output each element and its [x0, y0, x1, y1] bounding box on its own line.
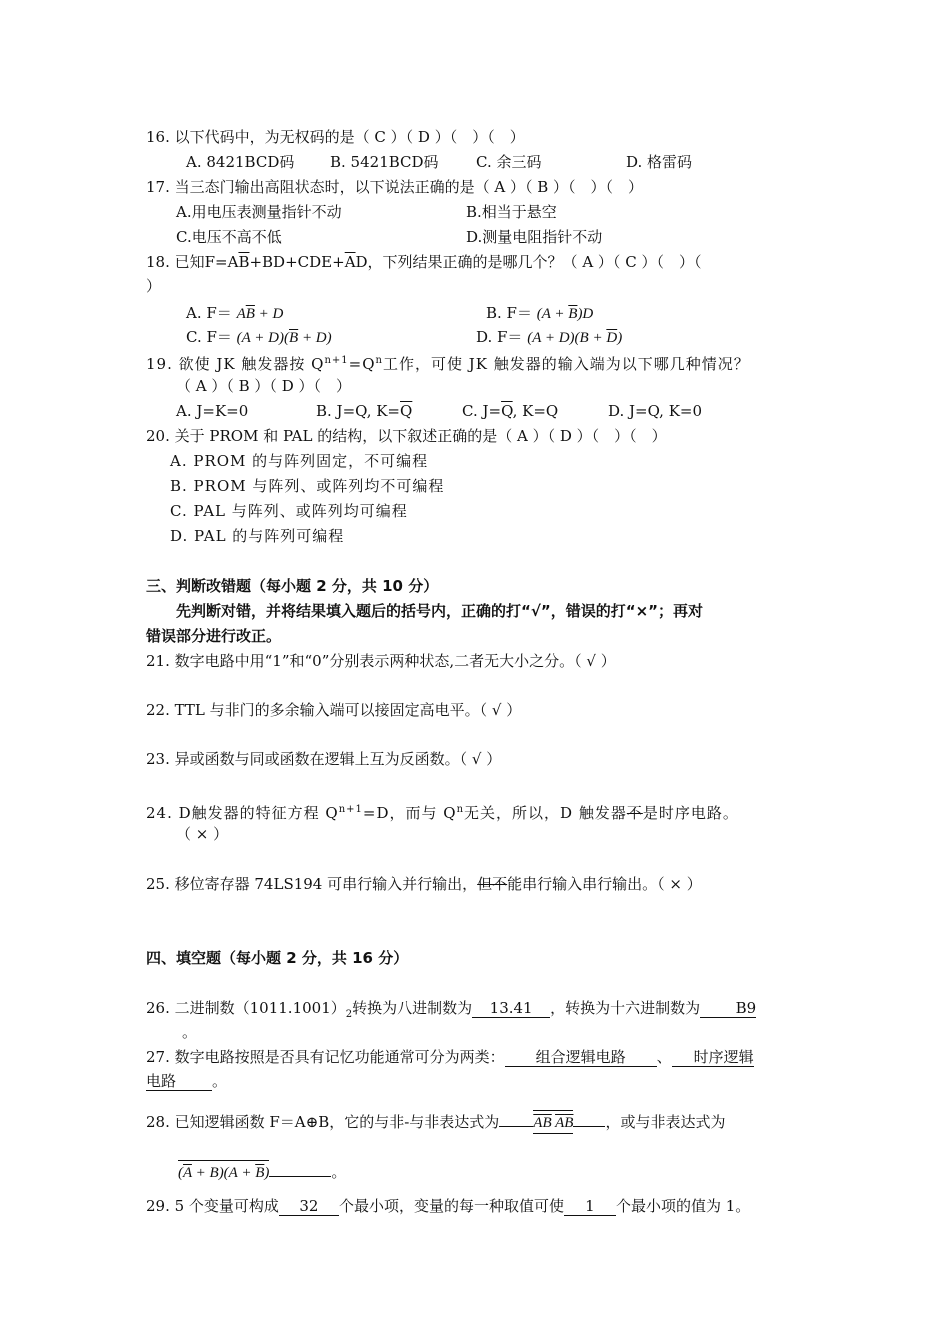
q19-option-d: D. J=Q, K=0: [608, 402, 703, 420]
q27: 27. 数字电路按照是否具有记忆功能通常可分为两类： 组合逻辑电路 、 时序逻辑: [146, 1048, 754, 1066]
q27-answer-2a: 时序逻辑: [672, 1048, 754, 1067]
q23: 23. 异或函数与同或函数在逻辑上互为反函数。（ √ ）: [146, 750, 502, 768]
q17-option-b: B.相当于悬空: [466, 203, 557, 221]
q18-stem-cont: ）: [146, 277, 162, 295]
q20-option-c: C. PAL 与阵列、或阵列均可编程: [170, 502, 408, 520]
q18-option-c: C. $F= (A + D)(\overline{B} + D)$: [186, 328, 332, 346]
q17-option-a: A.用电压表测量指针不动: [176, 203, 342, 221]
overline-b: $\overline{B}$: [238, 253, 250, 271]
q26-answer-1: 13.41: [472, 999, 550, 1018]
q19-answers: （ A ）（ B ）（ D ）（ ）: [176, 377, 351, 395]
q16-option-d: D. 格雷码: [626, 153, 693, 171]
q16-stem: 16. 以下代码中，为无权码的是（ C ）（ D ）（ ）（ ）: [146, 128, 525, 146]
q28-cont: $(\overline{A} + B)(A + \overline{B})$ 。: [178, 1160, 346, 1183]
q17-option-d: D.测量电阻指针不动: [466, 228, 603, 246]
q16-option-a: A. 8421BCD码: [186, 153, 295, 171]
section-3-title: 三、判断改错题（每小题 2 分，共 10 分）: [146, 577, 439, 595]
q19-option-c: C. $J=\overline{Q}$, K=Q: [462, 402, 559, 420]
q20-stem: 20. 关于 PROM 和 PAL 的结构，以下叙述正确的是（ A ）（ D ）（ ）（ ）: [146, 427, 667, 445]
q16-option-c: C. 余三码: [476, 153, 542, 171]
q29-answer-2: 1: [564, 1197, 616, 1216]
q16-option-b: B. 5421BCD码: [330, 153, 439, 171]
q21: 21. 数字电路中用“1”和“0”分别表示两种状态,二者无大小之分。（ √ ）: [146, 652, 616, 670]
section-4-title: 四、填空题（每小题 2 分，共 16 分）: [146, 949, 409, 967]
q17-stem: 17. 当三态门输出高阻状态时，以下说法正确的是（ A ）（ B ）（ ）（ ）: [146, 178, 644, 196]
q18-stem: 18. 已知$F=A\overline{B}+BD+CDE+\overline{A}D$，下列结果正确的是哪几个？（ A ）（ C ）（ ）（: [146, 253, 702, 271]
q17-option-c: C.电压不高不低: [176, 228, 282, 246]
struck-text: 不: [626, 804, 643, 822]
q27-cont: 电路 。: [146, 1072, 228, 1090]
q27-answer-2b: 电路: [146, 1072, 212, 1091]
q28-answer-1: AB AB: [533, 1110, 573, 1134]
q20-option-a: A. PROM 的与阵列固定，不可编程: [170, 452, 429, 470]
q28-answer-2: $(\overline{A} + B)(A + \overline{B})$: [178, 1160, 269, 1183]
q19-stem: 19. 欲使 JK 触发器按 $Q^{n+1}=Q^n$工作，可使 JK 触发器的输入端为以下哪几种情况？: [146, 355, 750, 373]
q29-answer-1: 32: [279, 1197, 339, 1216]
q29: 29. 5 个变量可构成 32 个最小项，变量的每一种取值可使 1 个最小项的值为 1。: [146, 1197, 751, 1215]
q18-option-a: A. $F= A\overline{B} + D$: [186, 304, 284, 322]
q19-option-a: A. J=K=0: [176, 402, 249, 420]
q20-option-d: D. PAL 的与阵列可编程: [170, 527, 345, 545]
q26: 26. 二进制数$(1011.1001)_2$转换为八进制数为 13.41 ，转换为十六进制数为 B9: [146, 999, 757, 1020]
q20-option-b: B. PROM 与阵列、或阵列均不可编程: [170, 477, 445, 495]
q28: 28. 已知逻辑函数 F＝A⊕B，它的与非-与非表达式为 AB AB ，或与非表达式为: [146, 1110, 725, 1134]
overline-a: $\overline{A}$: [344, 253, 356, 271]
section-3-instructions-cont: 错误部分进行改正。: [146, 627, 282, 645]
q19-option-b: B. J=Q, $K=\overline{Q}$: [316, 402, 413, 420]
struck-text: 但不: [477, 875, 508, 893]
q24-answer: （ × ）: [176, 825, 229, 843]
q27-answer-1: 组合逻辑电路: [505, 1048, 657, 1067]
q25: 25. 移位寄存器 74LS194 可串行输入并行输出，但不能串行输入串行输出。（ × ）: [146, 875, 702, 893]
q26-end: 。: [182, 1023, 198, 1041]
q18-option-d: D. $F= (A + D)(B + \overline{D})$: [476, 328, 623, 346]
q26-answer-2: B9: [700, 999, 756, 1018]
q22: 22. TTL 与非门的多余输入端可以接固定高电平。（ √ ）: [146, 701, 522, 719]
section-3-instructions: 先判断对错，并将结果填入题后的括号内，正确的打“√”，错误的打“×”；再对: [176, 602, 704, 620]
q24: 24. D触发器的特征方程 $Q^{n+1}=D$，而与 $Q^n$无关，所以，D 触发器不是时序电路。: [146, 804, 739, 822]
q18-option-b: B. $F= (A + \overline{B})D$: [486, 304, 594, 322]
